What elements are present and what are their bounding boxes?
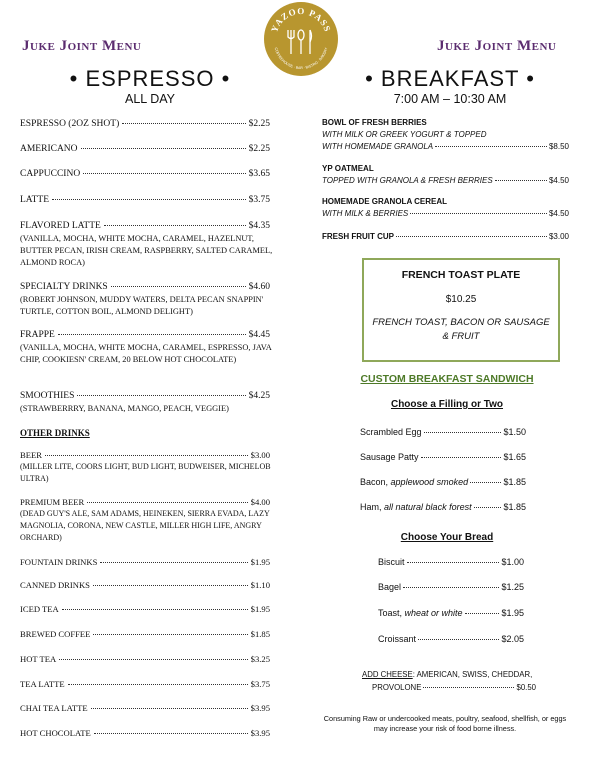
menu-item: SPECIALTY DRINKS $4.60 — [20, 282, 270, 292]
menu-item: HOT TEA $3.25 — [20, 654, 270, 664]
breakfast-item-name: YP OATMEAL — [322, 164, 374, 173]
add-cheese-line: ADD CHEESE: AMERICAN, SWISS, CHEDDAR, — [362, 670, 533, 679]
item-description: (VANILLA, MOCHA, WHITE MOCHA, CARAMEL, ESPRESSO, JAVA CHIP, COOKIESN' CREAM, 20 BELOW HOT CHOCOLATE) — [20, 343, 272, 364]
filling-option: Scrambled Egg $1.50 — [360, 427, 526, 437]
menu-item: BREWED COFFEE $1.85 — [20, 629, 270, 639]
espresso-heading: • ESPRESSO • — [69, 66, 231, 91]
utensils-icon — [288, 30, 312, 54]
breakfast-hours: 7:00 AM – 10:30 AM — [393, 92, 507, 106]
plate-description: FRENCH TOAST, BACON OR SAUSAGE & FRUIT — [372, 317, 550, 342]
menu-item: FRAPPE $4.45 — [20, 330, 270, 340]
breakfast-item-row: FRESH FRUIT CUP $3.00 — [322, 232, 569, 241]
item-description: (ROBERT JOHNSON, MUDDY WATERS, DELTA PECAN SNAPPIN' TURTLE, COTTON BOIL, ALMOND DELIGHT) — [20, 295, 264, 316]
menu-item: BEER $3.00 — [20, 450, 270, 460]
item-description: (VANILLA, MOCHA, WHITE MOCHA, CARAMEL, HAZELNUT, BUTTER PECAN, IRISH CREAM, RASPBERRY, SALTED CARAMEL, ALMOND ROCA) — [20, 234, 273, 267]
bread-option: Biscuit $1.00 — [378, 557, 524, 567]
add-cheese-price-row: PROVOLONE $0.50 — [372, 683, 536, 692]
food-safety-notice: Consuming Raw or undercooked meats, poultry, seafood, shellfish, or eggs may increase your risk of food borne illness. — [323, 714, 567, 733]
french-toast-plate-box — [362, 258, 560, 362]
item-description: (STRAWBERRRY, BANANA, MANGO, PEACH, VEGGIE) — [20, 404, 229, 413]
menu-item: ESPRESSO (2OZ SHOT) $2.25 — [20, 119, 270, 129]
bread-heading: Choose Your Bread — [400, 532, 494, 543]
menu-item: AMERICANO $2.25 — [20, 144, 270, 154]
filling-heading: Choose a Filling or Two — [390, 399, 504, 410]
filling-option: Ham, all natural black forest $1.85 — [360, 502, 526, 512]
breakfast-item-row: TOPPED WITH GRANOLA & FRESH BERRIES $4.50 — [322, 176, 569, 185]
menu-item: ICED TEA $1.95 — [20, 604, 270, 614]
sandwich-heading: CUSTOM BREAKFAST SANDWICH — [360, 373, 534, 385]
item-description: (DEAD GUY'S ALE, SAM ADAMS, HEINEKEN, SIERRA EVADA, LAZY MAGNOLIA, CORONA, NEW CASTLE, MILLER HIGH LIFE, ANGRY ORCHARD) — [20, 509, 270, 542]
filling-option: Bacon, applewood smoked $1.85 — [360, 477, 526, 487]
menu-item: PREMIUM BEER $4.00 — [20, 497, 270, 507]
yazoo-pass-logo — [264, 2, 338, 76]
breakfast-item-name: BOWL OF FRESH BERRIES — [322, 118, 427, 127]
menu-item: SMOOTHIES $4.25 — [20, 391, 270, 401]
breakfast-item-name: HOMEMADE GRANOLA CEREAL — [322, 197, 448, 206]
menu-item: FOUNTAIN DRINKS $1.95 — [20, 557, 270, 567]
menu-item: TEA LATTE $3.75 — [20, 679, 270, 689]
other-drinks-heading: OTHER DRINKS — [20, 428, 90, 438]
breakfast-heading: • BREAKFAST • — [365, 66, 535, 91]
menu-item: CAPPUCCINO $3.65 — [20, 169, 270, 179]
menu-item: FLAVORED LATTE $4.35 — [20, 221, 270, 231]
espresso-hours: ALL DAY — [124, 92, 176, 106]
logo-subtext: COFFEEHOUSE · BAR · BISTRO · BAKERY — [273, 47, 329, 71]
logo-text: YAZOO PASS — [269, 5, 333, 34]
bread-option: Croissant $2.05 — [378, 634, 524, 644]
breakfast-item-row: WITH HOMEMADE GRANOLA $8.50 — [322, 142, 569, 151]
plate-title: FRENCH TOAST PLATE — [401, 269, 521, 281]
filling-option: Sausage Patty $1.65 — [360, 452, 526, 462]
menu-item: LATTE $3.75 — [20, 195, 270, 205]
right-menu-title: Juke Joint Menu — [437, 38, 557, 54]
plate-price: $10.25 — [445, 294, 477, 305]
bread-option: Bagel $1.25 — [378, 582, 524, 592]
bread-option: Toast, wheat or white $1.95 — [378, 608, 524, 618]
breakfast-item-desc: WITH MILK OR GREEK YOGURT & TOPPED — [322, 130, 487, 139]
menu-item: HOT CHOCOLATE $3.95 — [20, 728, 270, 738]
item-description: (MILLER LITE, COORS LIGHT, BUD LIGHT, BUDWEISER, MICHELOB ULTRA) — [20, 462, 271, 483]
menu-item: CANNED DRINKS $1.10 — [20, 580, 270, 590]
breakfast-item-row: WITH MILK & BERRIES $4.50 — [322, 209, 569, 218]
menu-item: CHAI TEA LATTE $3.95 — [20, 703, 270, 713]
left-menu-title: Juke Joint Menu — [22, 38, 142, 54]
